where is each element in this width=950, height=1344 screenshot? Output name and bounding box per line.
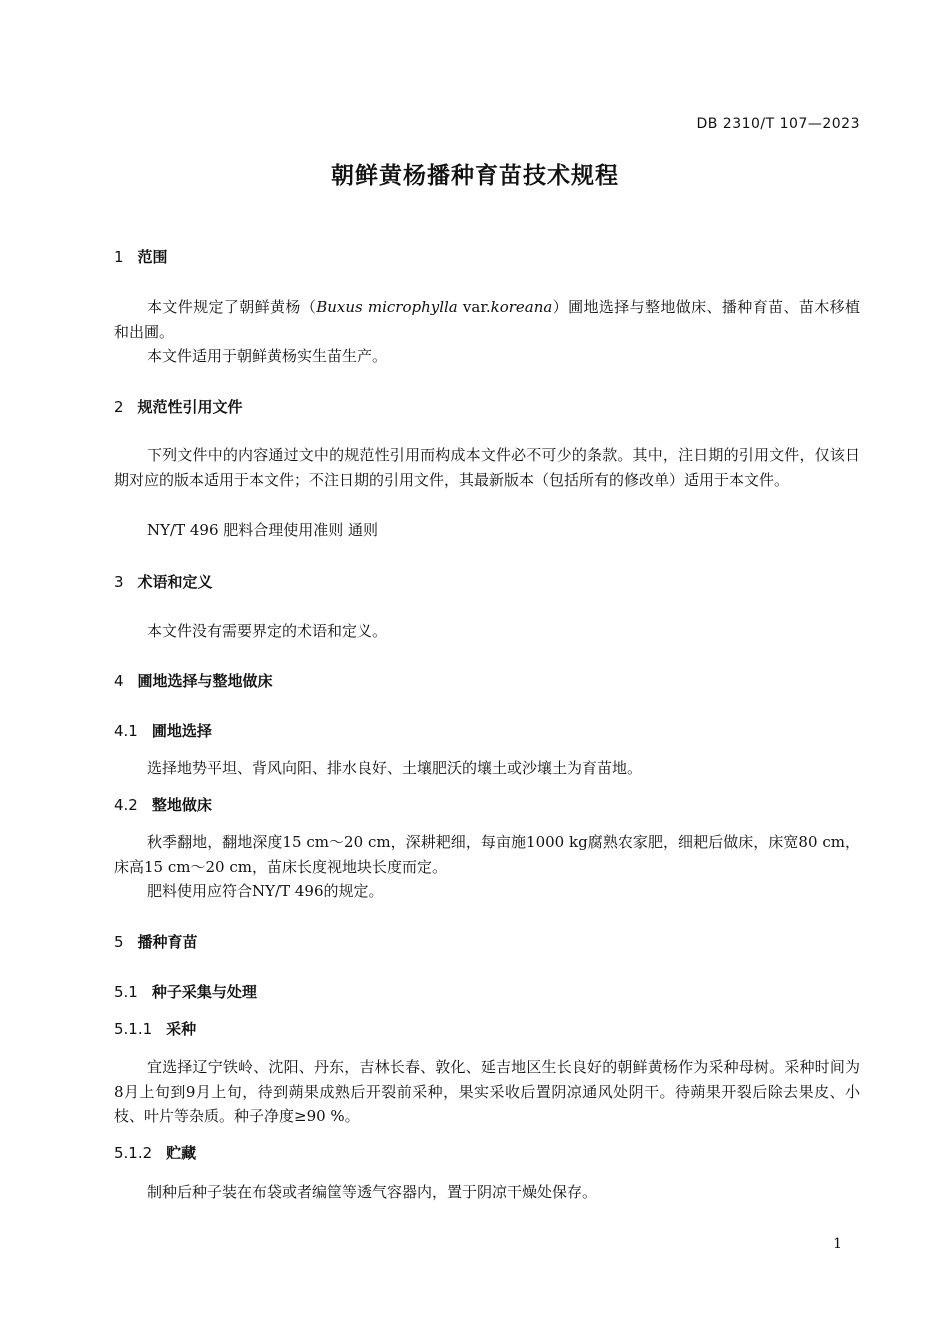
section-4-heading xyxy=(114,670,273,691)
section-4-2-heading xyxy=(114,794,212,815)
section-4-1-paragraph-1: 选择地势平坦、背风向阳、排水良好、土壤肥沃的壤土或沙壤土为育苗地。 xyxy=(147,759,643,777)
section-title: 种子采集与处理 xyxy=(151,983,257,1001)
section-3-heading xyxy=(114,571,213,592)
section-title: 术语和定义 xyxy=(137,573,213,591)
section-1-paragraph-2: 本文件适用于朝鲜黄杨实生苗生产。 xyxy=(147,347,388,365)
section-number: 4.2 xyxy=(114,796,138,814)
section-number: 5.1.1 xyxy=(114,1020,153,1038)
section-title: 圃地选择 xyxy=(151,722,212,740)
section-1-paragraph-1 xyxy=(114,295,860,344)
section-number: 5.1.2 xyxy=(114,1144,153,1162)
section-title: 范围 xyxy=(137,248,168,266)
section-number: 4 xyxy=(114,672,124,690)
latin-name: Buxus microphylla xyxy=(316,298,458,316)
text-run: 本文件规定了朝鲜黄杨（ xyxy=(147,298,317,316)
section-5-1-2-heading xyxy=(114,1142,196,1163)
section-title: 圃地选择与整地做床 xyxy=(137,672,273,690)
section-5-heading xyxy=(114,931,198,952)
section-title: 采种 xyxy=(166,1020,197,1038)
section-number: 5 xyxy=(114,933,124,951)
section-5-1-heading xyxy=(114,981,257,1002)
document-number: DB 2310/T 107—2023 xyxy=(696,116,860,132)
section-number: 2 xyxy=(114,398,124,416)
section-2-paragraph-1: 下列文件中的内容通过文中的规范性引用而构成本文件必不可少的条款。其中，注日期的引用文件，仅该日期对应的版本适用于本文件；不注日期的引用文件，其最新版本（包括所有的修改单）适用于本文件。 xyxy=(114,446,860,489)
section-1-heading xyxy=(114,246,168,267)
section-number: 1 xyxy=(114,248,124,266)
section-4-1-heading xyxy=(114,720,212,741)
document-title: 朝鲜黄杨播种育苗技术规程 xyxy=(331,163,619,189)
section-5-1-2-paragraph-1: 制种后种子装在布袋或者编筐等透气容器内，置于阴凉干燥处保存。 xyxy=(147,1183,598,1201)
section-4-2-paragraph-1: 秋季翻地，翻地深度15 cm～20 cm，深耕耙细，每亩施1000 kg腐熟农家肥，细耙后做床，床宽80 cm，床高15 cm～20 cm，苗床长度视地块长度而定。 xyxy=(114,833,860,876)
section-number: 4.1 xyxy=(114,722,138,740)
page-number: 1 xyxy=(833,1236,842,1252)
text-run: ）圃地选择与整地做床、播种育苗、苗木移植和出圃。 xyxy=(114,298,860,341)
section-2-reference: NY/T 496 肥料合理使用准则 通则 xyxy=(147,521,379,539)
section-title: 播种育苗 xyxy=(137,933,198,951)
section-5-1-1-heading xyxy=(114,1018,196,1039)
text-run: var. xyxy=(457,298,491,316)
section-4-2-paragraph-2: 肥料使用应符合NY/T 496的规定。 xyxy=(147,882,384,900)
latin-name: koreana xyxy=(490,298,553,316)
section-title: 贮藏 xyxy=(166,1144,197,1162)
section-number: 3 xyxy=(114,573,124,591)
section-title: 规范性引用文件 xyxy=(137,398,243,416)
section-title: 整地做床 xyxy=(151,796,212,814)
section-number: 5.1 xyxy=(114,983,138,1001)
section-2-heading xyxy=(114,396,243,417)
section-5-1-1-paragraph-1: 宜选择辽宁铁岭、沈阳、丹东，吉林长春、敦化、延吉地区生长良好的朝鲜黄杨作为采种母树。采种时间为8月上旬到9月上旬，待到蒴果成熟后开裂前采种，果实采收后置阴凉通风处阴干。待蒴果开裂后除去果皮、小枝、叶片等杂质。种子净度≥90 %。 xyxy=(114,1058,860,1125)
section-3-paragraph-1: 本文件没有需要界定的术语和定义。 xyxy=(147,622,388,640)
